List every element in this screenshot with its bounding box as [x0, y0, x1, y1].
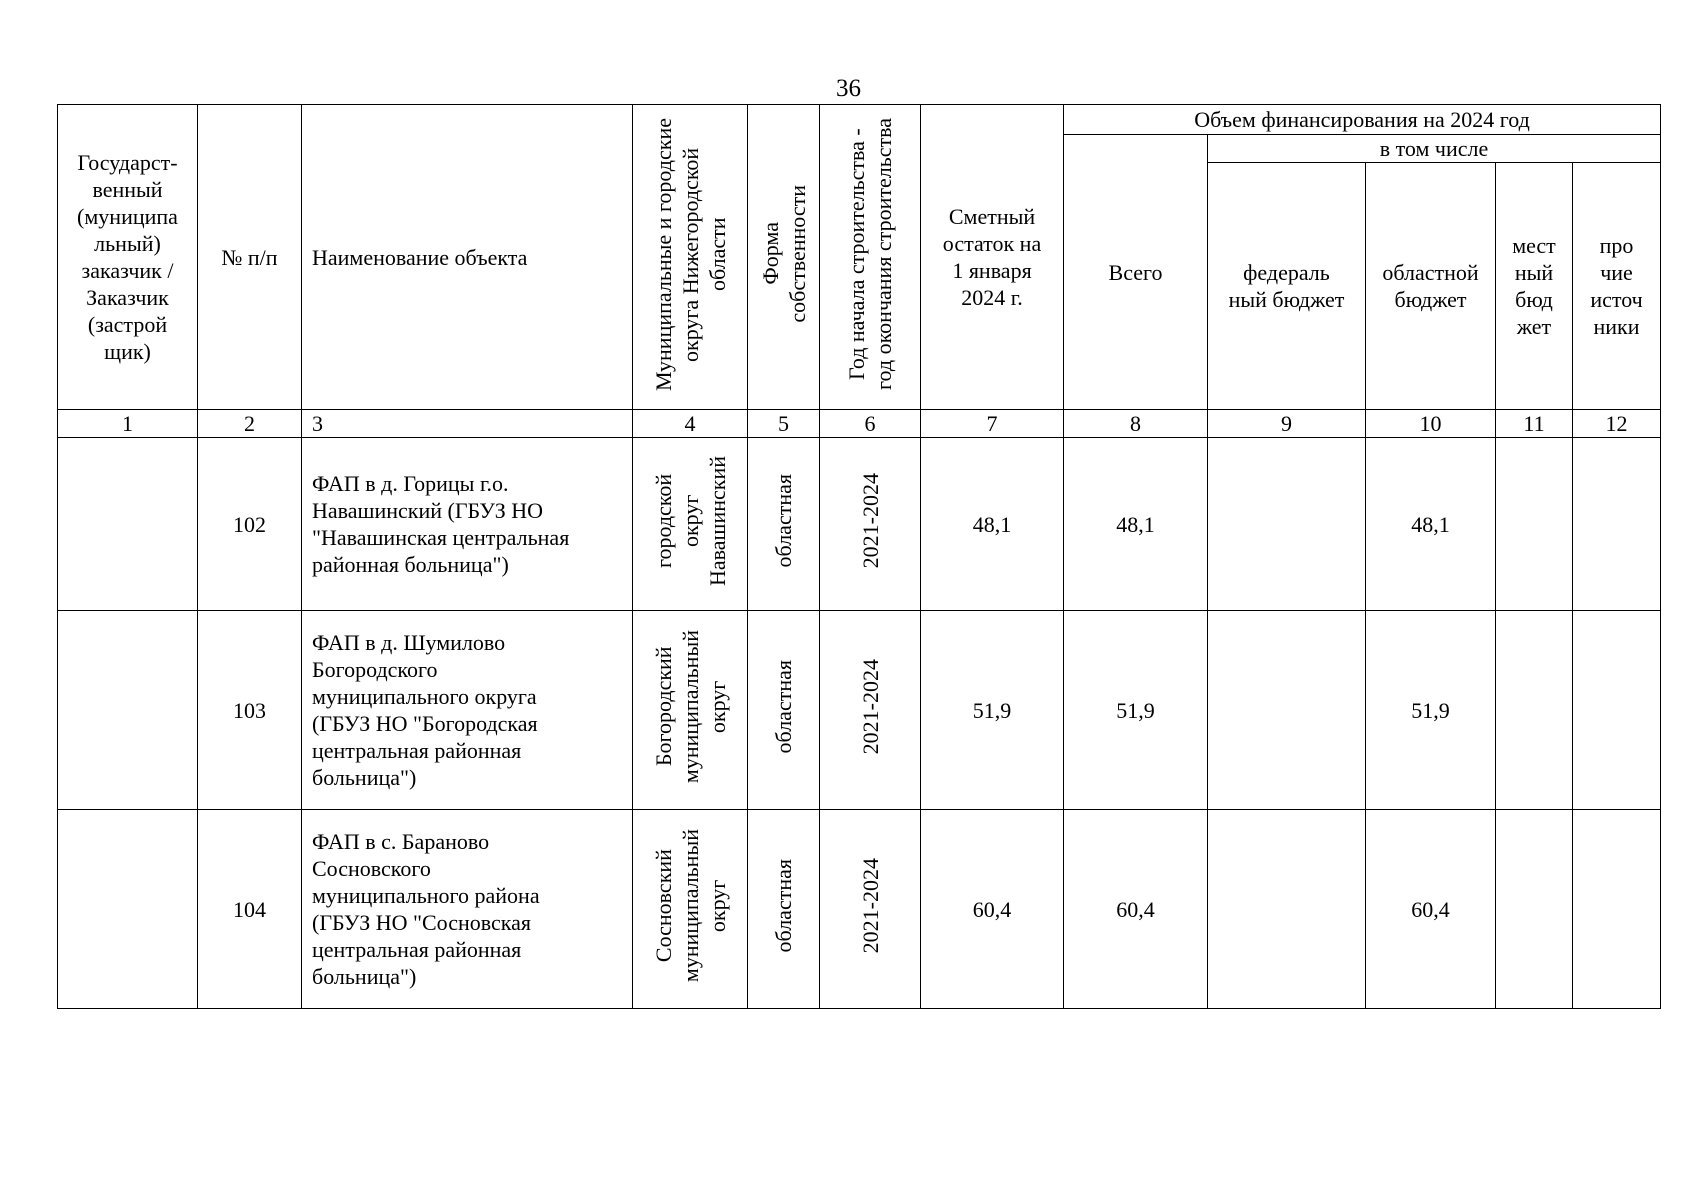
cell-other — [1573, 438, 1661, 611]
cell-total: 60,4 — [1064, 810, 1208, 1009]
cell-municipality: Сосновский муниципальный округ — [633, 810, 748, 1009]
column-number: 4 — [633, 410, 748, 438]
financing-table — [57, 104, 1661, 1009]
column-number: 1 — [58, 410, 198, 438]
cell-federal — [1208, 438, 1366, 611]
cell-object-name: ФАП в с. Бараново Сосновского муниципального района (ГБУЗ НО "Сосновская центральная районная больница") — [302, 810, 633, 1009]
header-estimate: Сметный остаток на 1 января 2024 г. — [921, 105, 1064, 410]
cell-number: 104 — [198, 810, 302, 1009]
header-object-name: Наименование объекта — [302, 105, 633, 410]
column-number: 10 — [1366, 410, 1496, 438]
cell-customer — [58, 810, 198, 1009]
cell-estimate: 48,1 — [921, 438, 1064, 611]
cell-federal — [1208, 611, 1366, 810]
cell-object-name: ФАП в д. Горицы г.о. Навашинский (ГБУЗ НО "Навашинская центральная районная больница") — [302, 438, 633, 611]
cell-federal — [1208, 810, 1366, 1009]
cell-local — [1496, 611, 1573, 810]
cell-ownership: областная — [748, 611, 820, 810]
cell-estimate: 51,9 — [921, 611, 1064, 810]
cell-other — [1573, 810, 1661, 1009]
cell-number: 102 — [198, 438, 302, 611]
cell-object-name: ФАП в д. Шумилово Богородского муниципального округа (ГБУЗ НО "Богородская центральная районная больница") — [302, 611, 633, 810]
cell-total: 48,1 — [1064, 438, 1208, 611]
table-header — [58, 105, 1661, 438]
cell-local — [1496, 438, 1573, 611]
column-number: 3 — [302, 410, 633, 438]
column-number: 9 — [1208, 410, 1366, 438]
header-municipality: Муниципальные и городские округа Нижегородской области — [633, 105, 748, 410]
column-number: 6 — [820, 410, 921, 438]
header-other: про чие источ ники — [1573, 163, 1661, 410]
cell-municipality: городской округ Навашинский — [633, 438, 748, 611]
header-customer: Государст- венный (муниципа льный) заказчик / Заказчик (застрой щик) — [58, 105, 198, 410]
cell-years: 2021-2024 — [820, 611, 921, 810]
cell-number: 103 — [198, 611, 302, 810]
header-regional: областной бюджет — [1366, 163, 1496, 410]
cell-estimate: 60,4 — [921, 810, 1064, 1009]
cell-local — [1496, 810, 1573, 1009]
column-number: 11 — [1496, 410, 1573, 438]
cell-other — [1573, 611, 1661, 810]
cell-regional: 60,4 — [1366, 810, 1496, 1009]
header-ownership: Форма собственности — [748, 105, 820, 410]
table-row — [58, 611, 1661, 810]
table-row — [58, 438, 1661, 611]
cell-municipality: Богородский муниципальный округ — [633, 611, 748, 810]
header-local: мест ный бюд жет — [1496, 163, 1573, 410]
header-number: № п/п — [198, 105, 302, 410]
cell-customer — [58, 611, 198, 810]
header-total: Всего — [1064, 135, 1208, 410]
header-including: в том числе — [1208, 135, 1661, 163]
cell-ownership: областная — [748, 810, 820, 1009]
cell-total: 51,9 — [1064, 611, 1208, 810]
column-number: 2 — [198, 410, 302, 438]
table-row — [58, 810, 1661, 1009]
cell-ownership: областная — [748, 438, 820, 611]
cell-years: 2021-2024 — [820, 810, 921, 1009]
page-number: 36 — [836, 75, 861, 102]
header-federal: федераль ный бюджет — [1208, 163, 1366, 410]
cell-customer — [58, 438, 198, 611]
column-numbers-row — [58, 410, 1661, 438]
column-number: 5 — [748, 410, 820, 438]
cell-regional: 48,1 — [1366, 438, 1496, 611]
cell-years: 2021-2024 — [820, 438, 921, 611]
header-years: Год начала строительства - год окончания строительства — [820, 105, 921, 410]
column-number: 7 — [921, 410, 1064, 438]
cell-regional: 51,9 — [1366, 611, 1496, 810]
column-number: 8 — [1064, 410, 1208, 438]
column-number: 12 — [1573, 410, 1661, 438]
header-funding-group: Объем финансирования на 2024 год — [1064, 105, 1661, 135]
